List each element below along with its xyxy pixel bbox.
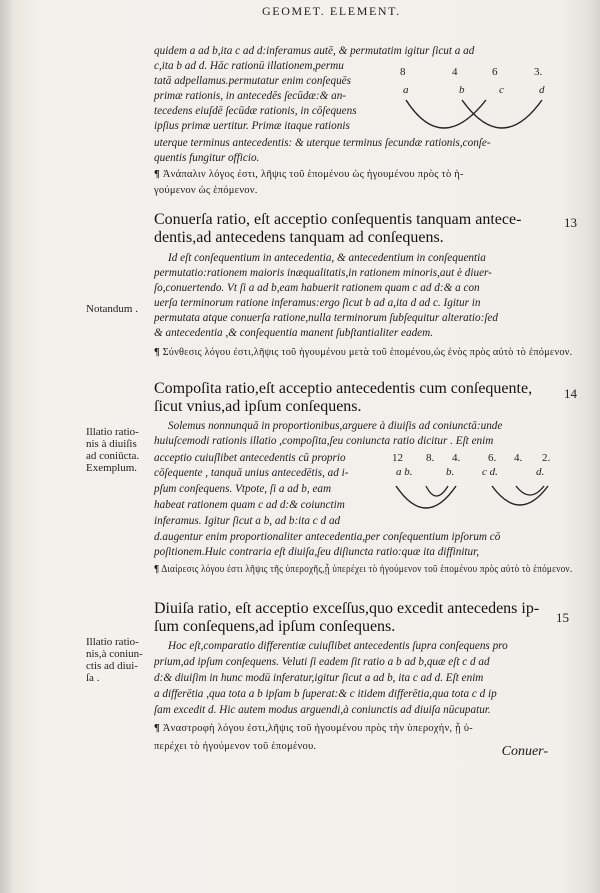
text-line: quidem a ad b,ita c ad d:inferamus autē, & permutatim igitur ſicut a ad <box>154 45 475 57</box>
diagram-number: 4 <box>452 66 458 78</box>
margin-note: Notandum . <box>86 303 138 315</box>
greek-line: περέχει τὸ ἡγούμενον τοῦ ἑπομένου. <box>154 741 317 752</box>
greek-line: γούμενον ὡς ἑπόμενον. <box>154 185 258 196</box>
pilcrow-mark: ¶ <box>154 564 160 575</box>
catchword: Conuer- <box>501 744 548 759</box>
definition-14-line: Compoſita ratio,eſt acceptio antecedentis cum conſequente, <box>154 380 533 397</box>
text-line: quentis fungitur officio. <box>154 152 260 164</box>
diagram-number: 2. <box>542 452 551 464</box>
definition-number: 13 <box>564 215 577 230</box>
comment-line: poſitionem.Huic contraria eſt diuiſa,ſeu diſiuncta ratio:quæ ita diffinitur, <box>154 546 480 558</box>
diagram-number: 12 <box>392 452 403 464</box>
diagram-letter: b. <box>446 466 455 478</box>
definition-15-line: Diuiſa ratio, eſt acceptio exceſſus,quo excedit antecedens ip- <box>154 600 540 617</box>
comment-line: inferamus. Igitur ſicut a b, ad b:ita c d ad <box>154 515 341 527</box>
greek-line: ¶ Ἀναστροφὴ λόγου ἐστι,λῆψις τοῦ ἡγουμένου πρὸς τὴν ὑπεροχήν, ᾗ ὑ- <box>154 723 473 734</box>
greek-line: ¶ Διαίρεσις λόγου ἐστι λῆψις τῆς ὑπεροχῆς,ᾗ ὑπερέχει τὸ ἡγούμενον τοῦ ἑπομένου πρὸς αὐτὸ τὸ ἑπόμενον. <box>154 564 573 575</box>
diagram-number: 8. <box>426 452 435 464</box>
comment-line: & antecedentia ,& conſequentia manent ſubſtantialiter eadem. <box>154 327 434 339</box>
definition-13-line: dentis,ad antecedens tanquam ad conſequens. <box>154 229 444 246</box>
definition-13-line: Conuerſa ratio, eſt acceptio conſequentis tanquam antece- <box>154 211 522 228</box>
comment-line: prium,ad ipſum conſequens. Veluti ſi eadem ſit ratio a b ad b,quæ eſt c d ad <box>154 656 490 668</box>
comment-line: pſum conſequens. Vtpote, ſi a ad b, eam <box>154 483 332 495</box>
diagram-number: 6 <box>492 66 498 78</box>
diagram-number: 8 <box>400 66 406 78</box>
margin-note: Exemplum. <box>86 462 138 474</box>
greek-line: ¶ Ἀνάπαλιν λόγος ἐστι, λῆψις τοῦ ἑπομένου ὡς ἡγουμένου πρὸς τὸ ἡ- <box>154 169 464 180</box>
margin-note: ad coniūcta. <box>86 450 140 462</box>
running-header: GEOMET. ELEMENT. <box>262 4 401 18</box>
comment-line: cōſequente , tanquā unius antecedētis, ad i- <box>154 467 349 479</box>
comment-line: d.augentur enim proportionaliter antecedentia,per conſequentium ipſorum cō <box>154 531 501 543</box>
text-line: ipſius primæ uertitur. Primæ itaque rationis <box>154 120 350 132</box>
margin-note: nis à diuiſis <box>86 438 137 450</box>
diagram-number: 4. <box>452 452 461 464</box>
margin-note: nis,à coniun- <box>86 648 143 660</box>
comment-line: Id eſt conſequentium in antecedentia, & antecedentium in conſequentia <box>168 252 486 264</box>
diagram-number: 3. <box>534 66 543 78</box>
pilcrow-mark: ¶ <box>154 347 160 358</box>
comment-line: uerſa terminorum ratione inferamus:ergo ſicut b ad a,ita d ad c. Igitur in <box>154 297 481 309</box>
comment-line: permutatio:rationem maioris inæqualitatis,in rationem minoris,aut è diuer- <box>154 267 492 279</box>
pilcrow-mark: ¶ <box>154 169 160 180</box>
comment-line: d:& diuiſim in hunc modū inferatur,igitur ſicut a ad b, ita c ad d. Eſt enim <box>154 672 484 684</box>
pilcrow-mark: ¶ <box>154 723 160 734</box>
text-line: tatā adpellamus.permutatur enim conſequēs <box>154 75 351 87</box>
proportion-arcs-diagram <box>390 96 560 146</box>
text-line: primæ rationis, in antecedēs ſecūdæ:& an- <box>154 90 347 102</box>
definition-number: 14 <box>564 386 577 401</box>
diagram-letter: c <box>499 84 504 96</box>
diagram-number: 6. <box>488 452 497 464</box>
margin-note: ſa . <box>86 672 100 684</box>
text-line: c,ita b ad d. Hāc rationū illationem,permu <box>154 60 344 72</box>
text-line: uterque terminus antecedentis: & uterque terminus ſecundæ rationis,conſe- <box>154 137 491 149</box>
comment-line: habeat rationem quam c ad d:& coiunctim <box>154 499 345 511</box>
margin-note: ctis ad diui- <box>86 660 138 672</box>
diagram-letter: b <box>459 84 465 96</box>
comment-line: ſo,conuertendo. Vt ſi a ad b,eam habuerit rationem quam c ad d:& a con <box>154 282 480 294</box>
margin-note: Illatio ratio- <box>86 426 139 438</box>
composition-arcs-diagram <box>392 484 562 520</box>
comment-line: Hoc eſt,comparatio differentiæ cuiuſlibet antecedentis ſupra conſequens pro <box>168 640 508 652</box>
margin-note: Illatio ratio- <box>86 636 139 648</box>
diagram-letter: a b. <box>396 466 413 478</box>
greek-line: ¶ Σύνθεσις λόγου ἐστι,λῆψις τοῦ ἡγουμένου μετὰ τοῦ ἑπομένου,ὡς ἑνὸς πρὸς αὐτὸ τὸ ἑπόμενον. <box>154 347 573 358</box>
diagram-letter: d <box>539 84 545 96</box>
definition-15-line: ſum conſequens,ad ipſum conſequens. <box>154 618 396 635</box>
comment-line: acceptio cuiuſlibet antecedentis cū proprio <box>154 452 346 464</box>
comment-line: Solemus nonnunquā in proportionibus,arguere à diuiſis ad coniunctā:unde <box>168 420 503 432</box>
diagram-letter: a <box>403 84 409 96</box>
comment-line: permutata atque conuerſa ratione,nulla terminorum ſubſequitur alteratio:ſed <box>154 312 498 324</box>
definition-number: 15 <box>556 610 569 625</box>
comment-line: a differētia ,qua tota a b ipſam b ſuperat:& c itidem differētia,qua tota c d ip <box>154 688 497 700</box>
diagram-number: 4. <box>514 452 523 464</box>
diagram-letter: d. <box>536 466 545 478</box>
diagram-letter: c d. <box>482 466 498 478</box>
comment-line: huiuſcemodi rationis illatio ,compoſita,ſeu coniuncta ratio dicitur . Eſt enim <box>154 435 494 447</box>
text-line: tecedens eiuſdē ſecūdæ rationis, in cōſequens <box>154 105 357 117</box>
comment-line: ſam excedit d. Hic autem modus arguendi,à coniunctis ad diuiſa nūcupatur. <box>154 704 491 716</box>
definition-14-line: ſicut vnius,ad ipſum conſequens. <box>154 398 362 415</box>
